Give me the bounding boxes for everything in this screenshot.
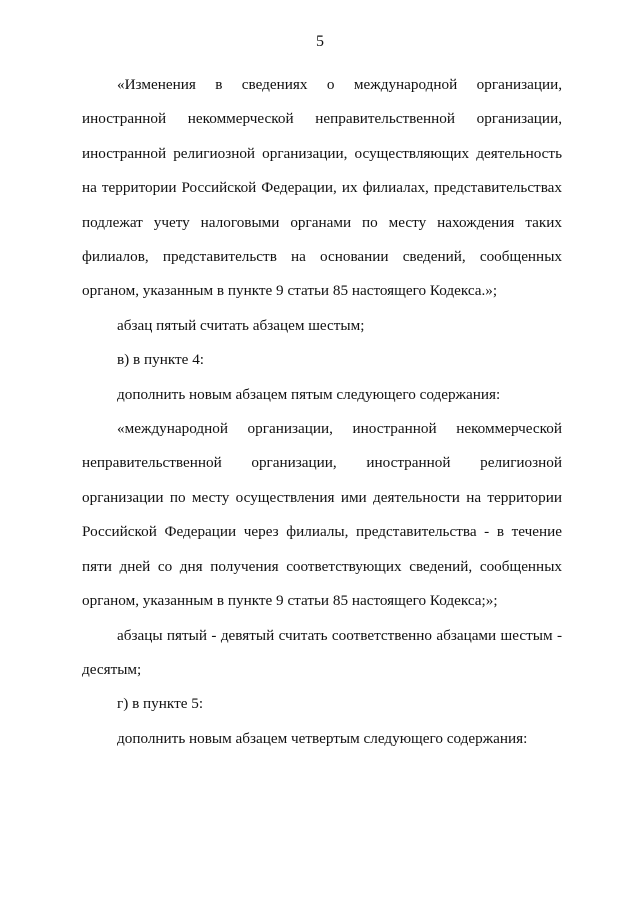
paragraph-international-org: «международной организации, иностранной некоммерческой неправительственной организации, иностранной религиозной организации по месту осуществления ими деятельности на территории Российской Федерации через филиалы, представительства - в течение пяти дней со дня получения соответствующих сведений, сообщенных органом, указанным в пункте 9 статьи 85 настоящего Кодекса;»; <box>82 420 562 610</box>
paragraph-item-4-heading: в) в пункте 4: <box>117 351 205 369</box>
paragraph-item-5-heading: г) в пункте 5: <box>117 695 204 713</box>
paragraph-add-fourth: дополнить новым абзацем четвертым следующего содержания: <box>117 729 528 747</box>
document-body <box>82 68 562 756</box>
paragraph-changes-registration: «Изменения в сведениях о международной организации, иностранной некоммерческой неправительственной организации, иностранной религиозной организации, осуществляющих деятельность на территории Российской Федерации, их филиалах, представительствах подлежат учету налоговыми органами по месту нахождения таких филиалов, представительств на основании сведений, сообщенных органом, указанным в пункте 9 статьи 85 настоящего Кодекса.»; <box>82 76 562 300</box>
page-number: 5 <box>316 33 324 50</box>
paragraph-add-fifth: дополнить новым абзацем пятым следующего содержания: <box>117 385 501 403</box>
paragraph-fifth-becomes-sixth: абзац пятый считать абзацем шестым; <box>117 316 365 334</box>
paragraph-renumber: абзацы пятый - девятый считать соответственно абзацами шестым - десятым; <box>82 626 562 678</box>
